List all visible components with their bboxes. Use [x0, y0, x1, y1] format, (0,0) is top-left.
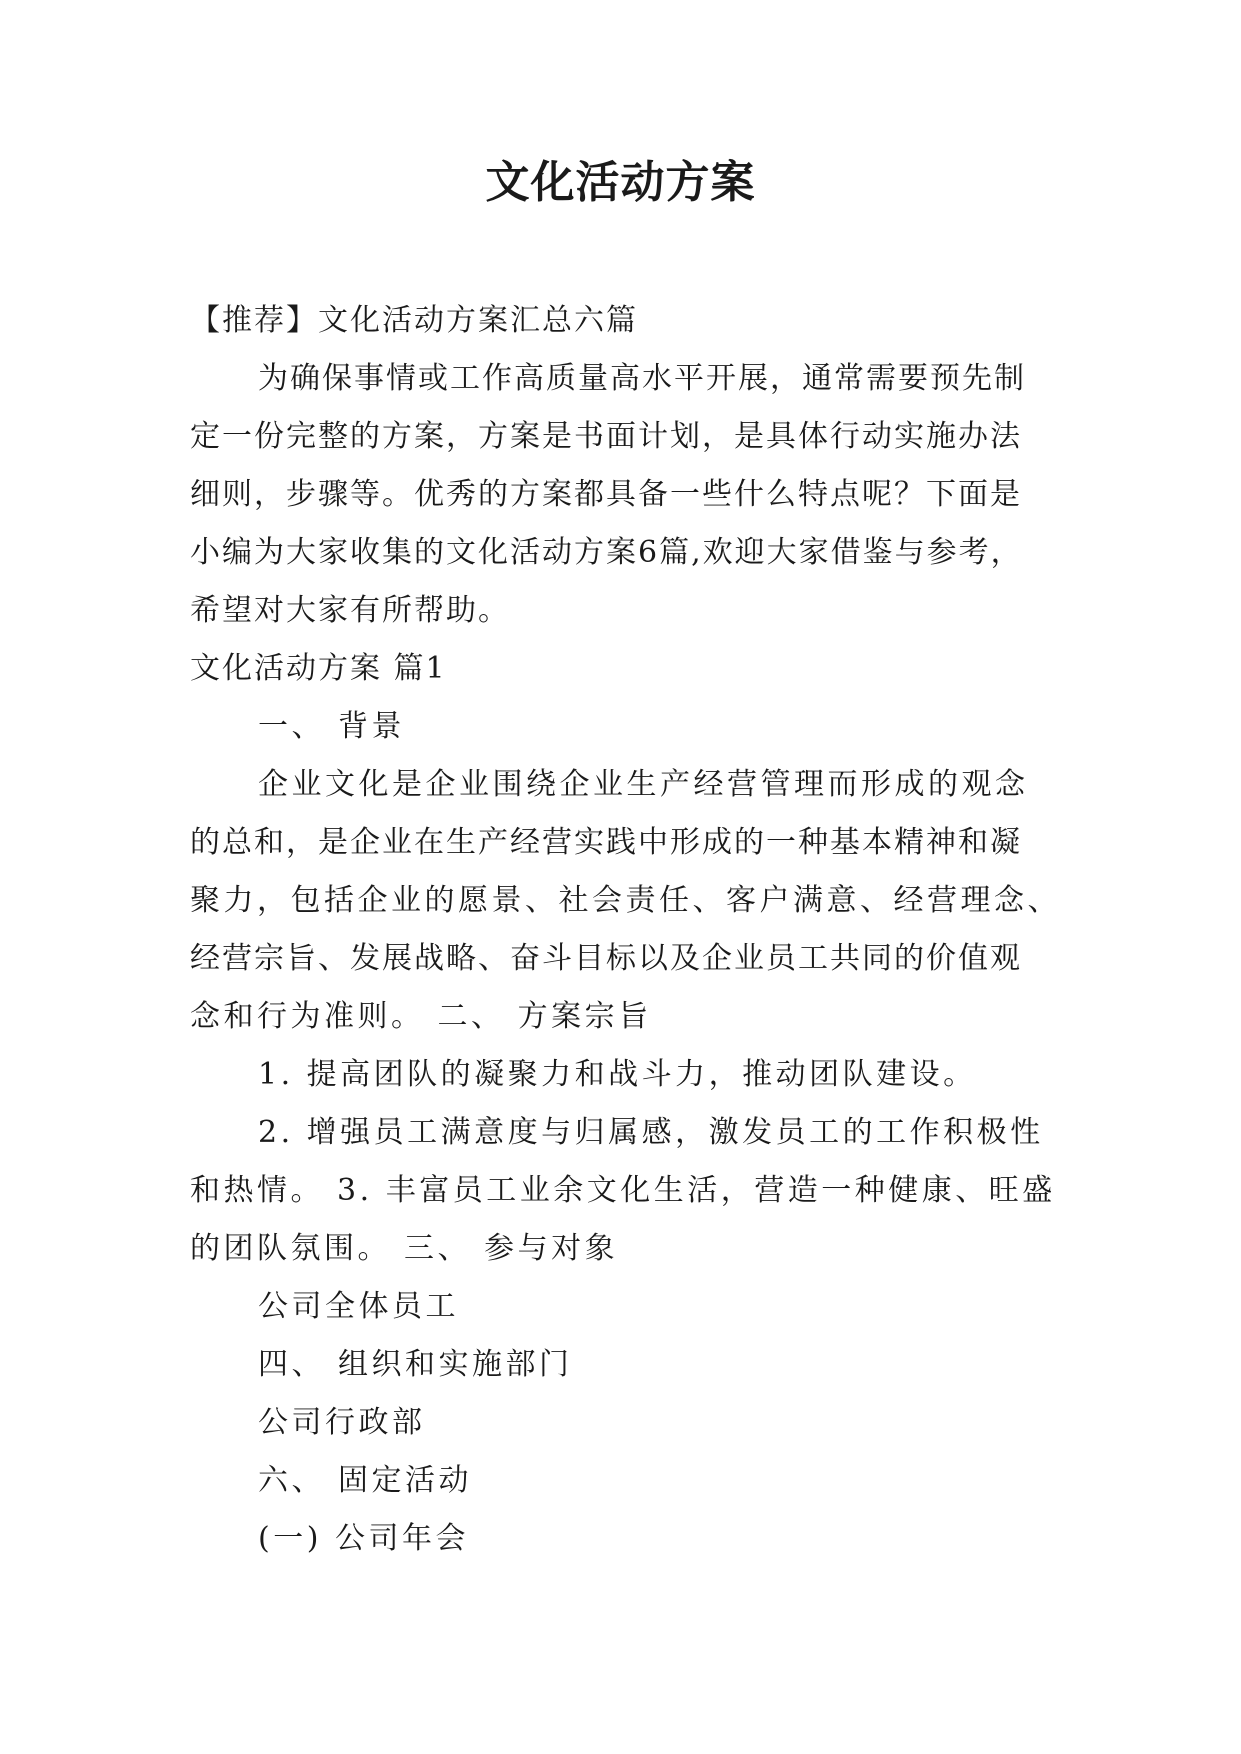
subheading-fixed-activities: 六、 固定活动 [258, 1463, 473, 1498]
list-item: 和热情。 3. 丰富员工业余文化生活，营造一种健康、旺盛 [190, 1173, 1056, 1208]
intro-paragraph-line: 为确保事情或工作高质量高水平开展，通常需要预先制 [258, 361, 1026, 396]
body-paragraph-line: 企业文化是企业围绕企业生产经营管理而形成的观念 [258, 767, 1029, 802]
subheading-organizer: 四、 组织和实施部门 [258, 1347, 573, 1382]
section-heading: 文化活动方案 篇1 [190, 651, 447, 686]
body-paragraph-line: 念和行为准则。 二、 方案宗旨 [190, 999, 652, 1034]
intro-paragraph-line: 希望对大家有所帮助。 [190, 593, 510, 628]
subheading-background: 一、 背景 [258, 709, 406, 744]
document-title: 文化活动方案 [485, 157, 756, 208]
intro-paragraph-line: 细则，步骤等。优秀的方案都具备一些什么特点呢？下面是 [190, 477, 1022, 512]
list-item: 2. 增强员工满意度与归属感，激发员工的工作积极性 [258, 1115, 1044, 1150]
recommend-heading: 【推荐】文化活动方案汇总六篇 [190, 303, 638, 338]
organizer-text: 公司行政部 [258, 1405, 426, 1440]
document-body [190, 292, 1070, 1568]
participants-text: 公司全体员工 [258, 1289, 459, 1324]
list-item: 1. 提高团队的凝聚力和战斗力，推动团队建设。 [258, 1057, 977, 1092]
body-paragraph-line: 经营宗旨、发展战略、奋斗目标以及企业员工共同的价值观 [190, 941, 1022, 976]
intro-paragraph-line: 小编为大家收集的文化活动方案6篇,欢迎大家借鉴与参考， [190, 535, 1023, 570]
list-item: 的团队氛围。 三、 参与对象 [190, 1231, 619, 1266]
body-paragraph-line: 的总和，是企业在生产经营实践中形成的一种基本精神和凝 [190, 825, 1022, 860]
intro-paragraph-line: 定一份完整的方案，方案是书面计划，是具体行动实施办法 [190, 419, 1022, 454]
subheading-annual-meeting: (一) 公司年会 [258, 1521, 469, 1556]
body-paragraph-line: 聚力，包括企业的愿景、社会责任、客户满意、经营理念、 [190, 883, 1061, 918]
